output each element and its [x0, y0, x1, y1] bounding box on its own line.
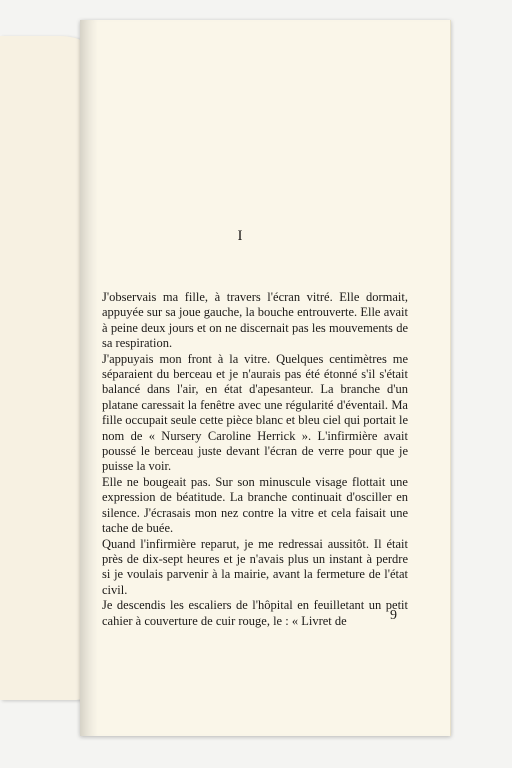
- paragraph: J'appuyais mon front à la vitre. Quelques centimètres me séparaient du berceau et je n'aurais pas été étonné s'il s'était balancé dans l'air, en état d'apesanteur. La branche d'un platane caressait la fenêtre avec une régularité d'éventail. Ma fille occupait seule cette pièce blanc et bleu ciel qui portait le nom de « Nursery Caroline Herrick ». L'infirmière avait poussé le berceau juste devant l'écran de verre pour que je puisse la voir.: [102, 351, 408, 474]
- paragraph: Elle ne bougeait pas. Sur son minuscule visage flottait une expression de béatitude. La branche continuait d'osciller en silence. J'écrasais mon nez contre la vitre et cela faisait une tache de buée.: [102, 474, 408, 536]
- page-number: 9: [390, 608, 397, 623]
- paragraph: Je descendis les escaliers de l'hôpital en feuilletant un petit cahier à couverture de cuir rouge, le : « Livret de: [102, 598, 408, 628]
- book-page: [80, 20, 451, 736]
- paragraph: J'observais ma fille, à travers l'écran vitré. Elle dormait, appuyée sur sa joue gauche, la bouche entrouverte. Elle avait à peine deux jours et on ne discernait pas les mouvements de sa respiration.: [102, 290, 408, 351]
- chapter-number: I: [237, 228, 243, 244]
- body-text: [102, 290, 408, 629]
- page-gutter-shadow: [80, 20, 98, 736]
- paragraph: Quand l'infirmière reparut, je me redressai aussitôt. Il était près de dix-sept heures et je n'avais plus un instant à perdre si je voulais parvenir à la mairie, avant la fermeture de l'état civil.: [102, 536, 408, 597]
